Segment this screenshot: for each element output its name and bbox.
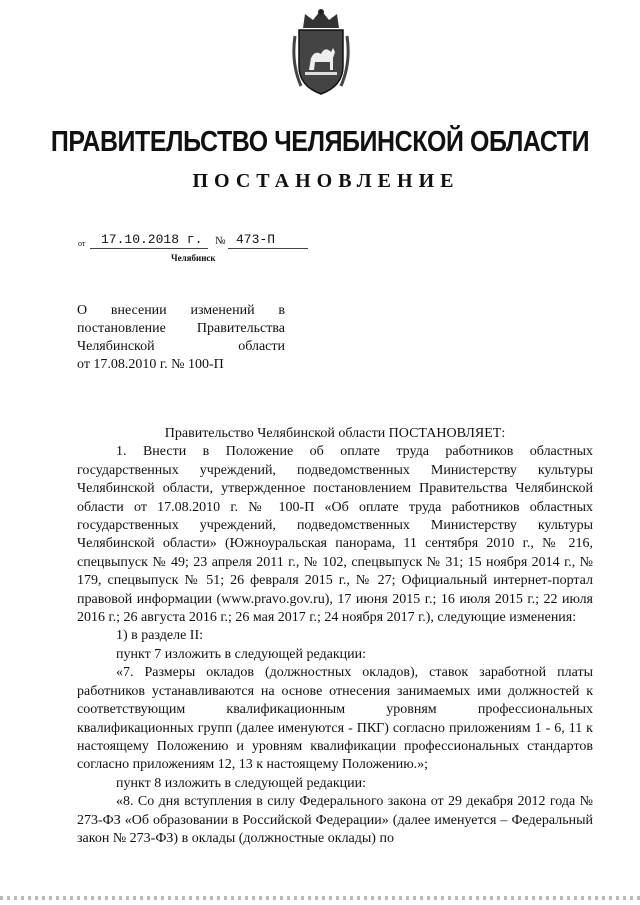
scan-edge-marks <box>0 896 640 900</box>
document-type: ПОСТАНОВЛЕНИЕ <box>192 170 460 192</box>
body-paragraph: «8. Со дня вступления в силу Федерального закона от 29 декабря 2012 года № 273-ФЗ «Об образовании в Российской Федерации» (далее именуется – Федеральный закон № 273-ФЗ) в оклады (должностные оклады) по <box>77 794 593 846</box>
subject-line: Челябинской области <box>77 339 285 354</box>
body-paragraph: пункт 8 изложить в следующей редакции: <box>116 775 366 791</box>
subject-line: постановление Правительства <box>77 321 285 336</box>
government-title: ПРАВИТЕЛЬСТВО ЧЕЛЯБИНСКОЙ ОБЛАСТИ <box>50 126 590 158</box>
number-prefix: № <box>215 235 226 247</box>
decree-number: 473-П <box>236 232 276 247</box>
decree-body <box>77 425 593 848</box>
decree-subject <box>77 302 285 374</box>
subject-line: от 17.08.2010 г. № 100-П <box>77 357 224 372</box>
coat-of-arms-icon <box>291 8 351 96</box>
body-paragraph: 1) в разделе II: <box>116 628 204 644</box>
body-paragraph: «7. Размеры окладов (должностных окладов), ставок заработной платы работников устанавливаются на основе отнесения занимаемых ими должностей к соответствующим квалификационным уровням профессиональных квалификационных групп (далее именуются - ПКГ) согласно приложениям 1 - 6, 11 к настоящему Положению и уровням квалификации профессиональных стандартов согласно приложениям 12, 13 к настоящему Положению.»; <box>77 665 593 773</box>
body-paragraph: пункт 7 изложить в следующей редакции: <box>116 646 366 662</box>
date-underline <box>90 248 208 249</box>
subject-line: О внесении изменений в <box>77 303 285 318</box>
number-underline <box>228 248 308 249</box>
city: Челябинск <box>171 253 216 263</box>
decree-date: 17.10.2018 г. <box>101 232 203 247</box>
body-paragraph: 1. Внести в Положение об оплате труда работников областных государственных учреждений, подведомственных Министерству культуры Челябинской области, утвержденное постановлением Правительства Челябинской области от 17.08.2010 г. № 100-П «Об оплате труда работников областных государственных учреждений, подведомственных Министерству культуры Челябинской области» (Южноуральская панорама, 11 сентября 2010 г., № 216, спецвыпуск № 49; 23 апреля 2011 г., № 102, спецвыпуск № 31; 15 ноября 2014 г., № 179, спецвыпуск № 51; 26 февраля 2015 г., № 27; Официальный интернет-портал правовой информации (www.pravo.gov.ru), 17 июня 2015 г.; 16 июля 2015 г.; 22 июля 2016 г.; 26 августа 2016 г.; 26 мая 2017 г.; 24 ноября 2017 г.), следующие изменения: <box>77 444 593 626</box>
date-prefix: от <box>78 239 86 248</box>
resolution-preamble: Правительство Челябинской области ПОСТАНОВЛЯЕТ: <box>164 426 506 441</box>
